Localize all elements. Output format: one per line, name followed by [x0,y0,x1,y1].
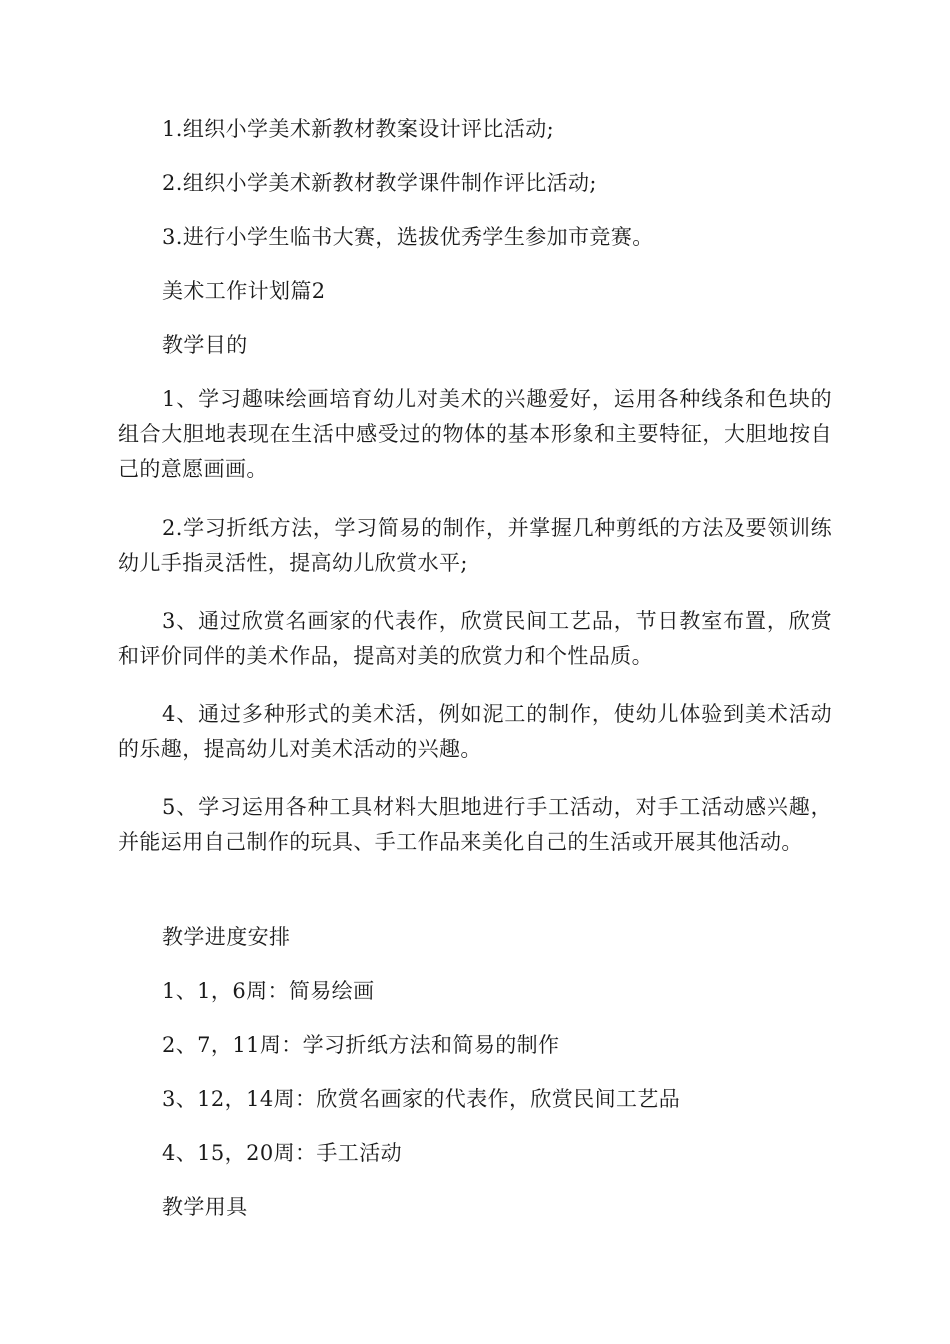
schedule-item-4: 4、15，20周：手工活动 [162,1141,403,1165]
paragraph-activity-3: 3.进行小学生临书大赛，选拔优秀学生参加市竞赛。 [162,225,654,249]
subheading-schedule: 教学进度安排 [162,925,291,949]
schedule-item-3: 3、12，14周：欣赏名画家的代表作，欣赏民间工艺品 [162,1087,681,1111]
paragraph-goal-5: 5、学习运用各种工具材料大胆地进行手工活动，对手工活动感兴趣，并能运用自己制作的玩具、手工作品来美化自己的生活或开展其他活动。 [118,795,832,854]
paragraph-goal-4: 4、通过多种形式的美术活，例如泥工的制作，使幼儿体验到美术活动的乐趣，提高幼儿对美术活动的兴趣。 [118,702,832,761]
schedule-item-1: 1、1，6周：简易绘画 [162,979,375,1003]
subheading-teaching-tools: 教学用具 [162,1195,248,1219]
paragraph-activity-1: 1.组织小学美术新教材教案设计评比活动; [162,117,555,141]
paragraph-goal-1: 1、学习趣味绘画培育幼儿对美术的兴趣爱好，运用各种线条和色块的组合大胆地表现在生活中感受过的物体的基本形象和主要特征，大胆地按自己的意愿画画。 [118,387,832,481]
paragraph-goal-2: 2.学习折纸方法，学习简易的制作，并掌握几种剪纸的方法及要领训练幼儿手指灵活性，提高幼儿欣赏水平; [118,516,832,575]
paragraph-goal-3: 3、通过欣赏名画家的代表作，欣赏民间工艺品，节日教室布置，欣赏和评价同伴的美术作品，提高对美的欣赏力和个性品质。 [118,609,832,668]
paragraph-activity-2: 2.组织小学美术新教材教学课件制作评比活动; [162,171,597,195]
section-heading-plan-2: 美术工作计划篇2 [162,279,326,303]
subheading-teaching-goals: 教学目的 [162,333,248,357]
schedule-item-2: 2、7，11周：学习折纸方法和简易的制作 [162,1033,560,1057]
